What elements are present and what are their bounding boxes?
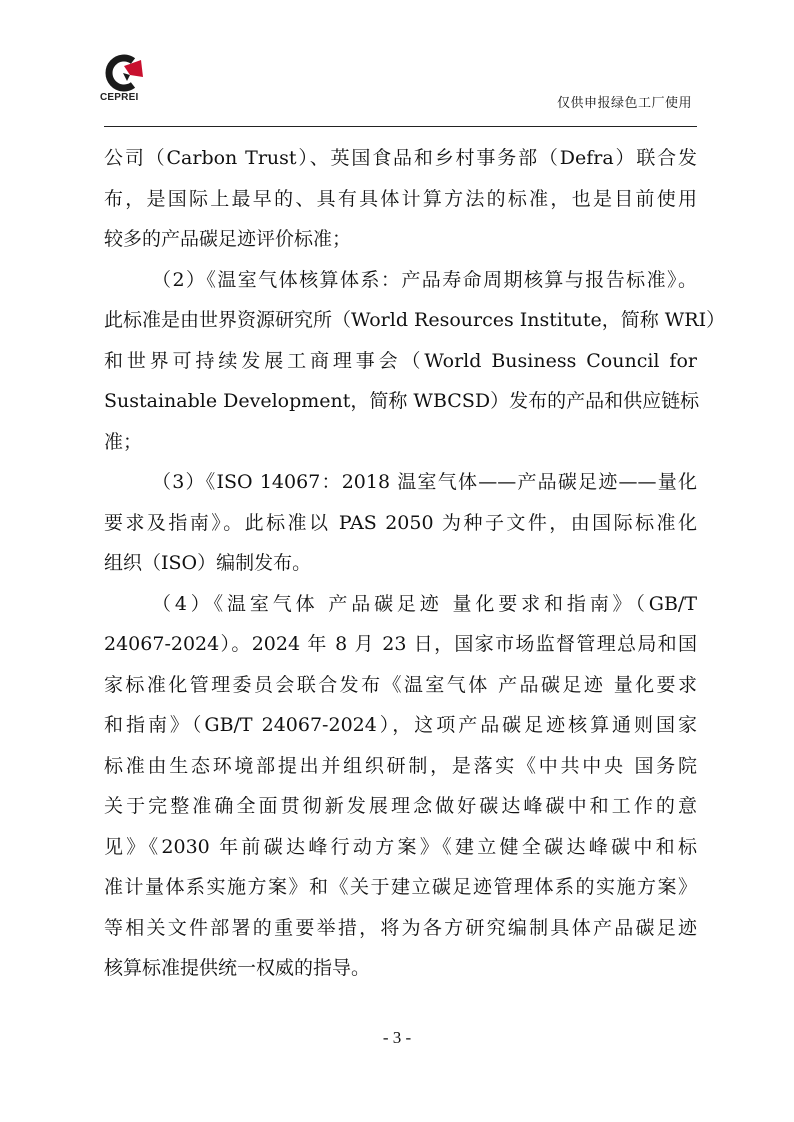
header-note: 仅供申报绿色工厂使用 [556, 95, 692, 110]
body-line: 此标准是由世界资源研究所（World Resources Institute，简称 WRI） [104, 309, 726, 331]
body-line: 准； [104, 430, 143, 453]
body-line: 24067-2024）。2024 年 8 月 23 日，国家市场监督管理总局和国 [104, 633, 697, 655]
body-line: 较多的产品碳足迹评价标准； [104, 228, 352, 250]
body-line: Sustainable Development，简称 WBCSD）发布的产品和供应链标 [104, 390, 700, 412]
body-line: 关于完整准确全面贯彻新发展理念做好碳达峰碳中和工作的意 [104, 795, 697, 817]
body-line: 公司（Carbon Trust）、英国食品和乡村事务部（Defra）联合发 [104, 147, 697, 169]
body-line: 和世界可持续发展工商理事会（World Business Council for [104, 349, 697, 372]
page-number: - 3 - [382, 1028, 412, 1047]
ceprei-logo-icon [103, 52, 145, 94]
body-line: 要求及指南》。此标准以 PAS 2050 为种子文件，由国际标准化 [104, 511, 697, 534]
logo-text: CEPREI [100, 92, 139, 103]
body-line: （3）《ISO 14067：2018 温室气体——产品碳足迹——量化 [152, 471, 697, 493]
body-line: 核算标准提供统一权威的指导。 [104, 957, 371, 979]
body-line: 标准由生态环境部提出并组织研制，是落实《中共中央 国务院 [104, 754, 697, 777]
body-line: 家标准化管理委员会联合发布《温室气体 产品碳足迹 量化要求 [104, 673, 697, 696]
body-line: 组织（ISO）编制发布。 [104, 552, 312, 574]
body-line: 和指南》（GB/T 24067-2024），这项产品碳足迹核算通则国家 [104, 714, 697, 736]
body-line: 等相关文件部署的重要举措，将为各方研究编制具体产品碳足迹 [104, 916, 697, 939]
body-line: （2）《温室气体核算体系：产品寿命周期核算与报告标准》。 [152, 268, 697, 291]
header-divider [104, 126, 697, 127]
ceprei-logo [100, 52, 160, 108]
body-line: 准计量体系实施方案》和《关于建立碳足迹管理体系的实施方案》 [104, 876, 697, 898]
body-line: 布，是国际上最早的、具有具体计算方法的标准，也是目前使用 [104, 187, 697, 210]
document-body [104, 138, 726, 989]
body-line: 见》《2030 年前碳达峰行动方案》《建立健全碳达峰碳中和标 [104, 835, 697, 858]
body-line: （4）《温室气体 产品碳足迹 量化要求和指南》（GB/T [152, 592, 697, 615]
